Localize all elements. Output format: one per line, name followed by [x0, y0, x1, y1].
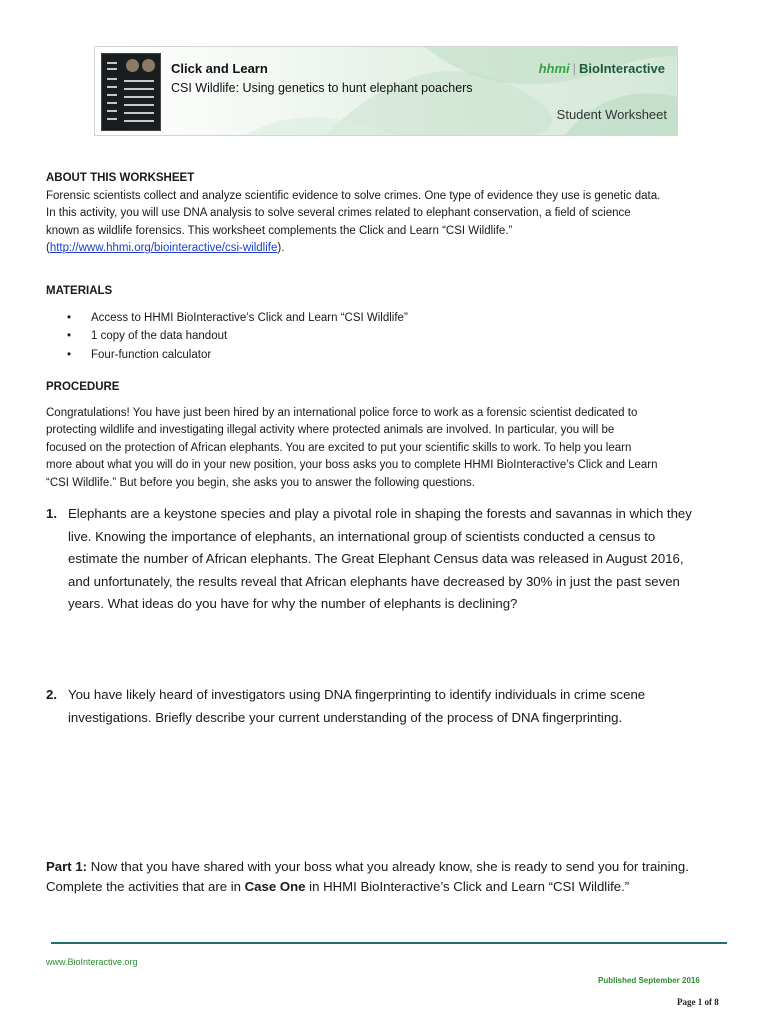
part-1-line-1: Part 1: Now that you have shared with your boss what you already know, she is ready to send you for training.: [46, 859, 689, 874]
question-2: [46, 684, 736, 729]
banner-title: Click and Learn: [171, 61, 268, 76]
about-line: known as wildlife forensics. This worksheet complements the Click and Learn “CSI Wildlife.”: [46, 224, 513, 237]
about-line: In this activity, you will use DNA analysis to solve several crimes related to elephant conservation, a field of science: [46, 207, 631, 220]
list-item: • Four-function calculator: [67, 348, 212, 361]
header-banner: [94, 46, 678, 136]
csi-wildlife-link[interactable]: http://www.hhmi.org/biointeractive/csi-wildlife: [49, 242, 278, 255]
materials-list: [46, 309, 726, 365]
page-number: Page 1 of 8: [677, 997, 719, 1007]
question-line: Elephants are a keystone species and play a pivotal role in shaping the forests and savannas in which they: [68, 506, 692, 521]
footer-divider: [51, 942, 727, 944]
about-link-line: (http://www.hhmi.org/biointeractive/csi-wildlife).: [46, 242, 285, 255]
question-number: 1.: [46, 506, 57, 521]
footer-website: www.BioInteractive.org: [46, 957, 138, 967]
materials-heading: MATERIALS: [46, 285, 113, 297]
question-number: 2.: [46, 687, 57, 702]
list-item: • Access to HHMI BioInteractive’s Click and Learn “CSI Wildlife”: [67, 311, 408, 324]
materials-section: [46, 283, 726, 364]
question-line: and unfortunately, the results reveal that African elephants have decreased by 30% in just the past seven: [68, 573, 680, 589]
part-1: [46, 857, 736, 897]
footer-published-date: Published September 2016: [598, 976, 700, 985]
about-section: [46, 170, 726, 258]
procedure-section: [46, 379, 726, 493]
procedure-line: “CSI Wildlife.” But before you begin, she asks you to answer the following questions.: [46, 476, 475, 489]
part-1-line-2: Complete the activities that are in Case One in HHMI BioInteractive’s Click and Learn “CSI Wildlife.”: [46, 879, 630, 894]
about-heading: ABOUT THIS WORKSHEET: [46, 172, 195, 184]
about-line: Forensic scientists collect and analyze scientific evidence to solve crimes. One type of evidence they use is genetic data.: [46, 189, 661, 202]
list-item: • 1 copy of the data handout: [67, 330, 228, 343]
procedure-line: more about what you will do in your new position, your boss asks you to complete HHMI BioInteractive’s Click and Learn: [46, 459, 658, 472]
procedure-line: focused on the protection of African elephants. You are excited to put your scientific skills to work. To help you learn: [46, 441, 632, 454]
hhmi-biointeractive-logo: hhmi | BioInteractive: [538, 61, 665, 76]
question-line: investigations. Briefly describe your current understanding of the process of DNA fingerprinting.: [68, 709, 623, 725]
question-line: live. Knowing the importance of elephants, an international group of scientists conducted a census to: [68, 528, 656, 544]
question-line: You have likely heard of investigators using DNA fingerprinting to identify individuals in crime scene: [68, 687, 646, 702]
question-1: [46, 503, 736, 616]
app-thumbnail: [101, 53, 161, 131]
banner-subtitle: CSI Wildlife: Using genetics to hunt elephant poachers: [171, 81, 473, 95]
procedure-heading: PROCEDURE: [46, 381, 120, 393]
student-worksheet-label: Student Worksheet: [556, 107, 667, 122]
procedure-line: protecting wildlife and investigating illegal activity where protected animals are involved. In particular, you will be: [46, 424, 615, 437]
question-line: years. What ideas do you have for why the number of elephants is declining?: [68, 596, 518, 611]
procedure-line: Congratulations! You have just been hired by an international police force to work as a forensic scientist dedicated to: [46, 406, 638, 419]
question-line: estimate the number of African elephants. The Great Elephant Census data was released in August 2016,: [68, 551, 684, 566]
